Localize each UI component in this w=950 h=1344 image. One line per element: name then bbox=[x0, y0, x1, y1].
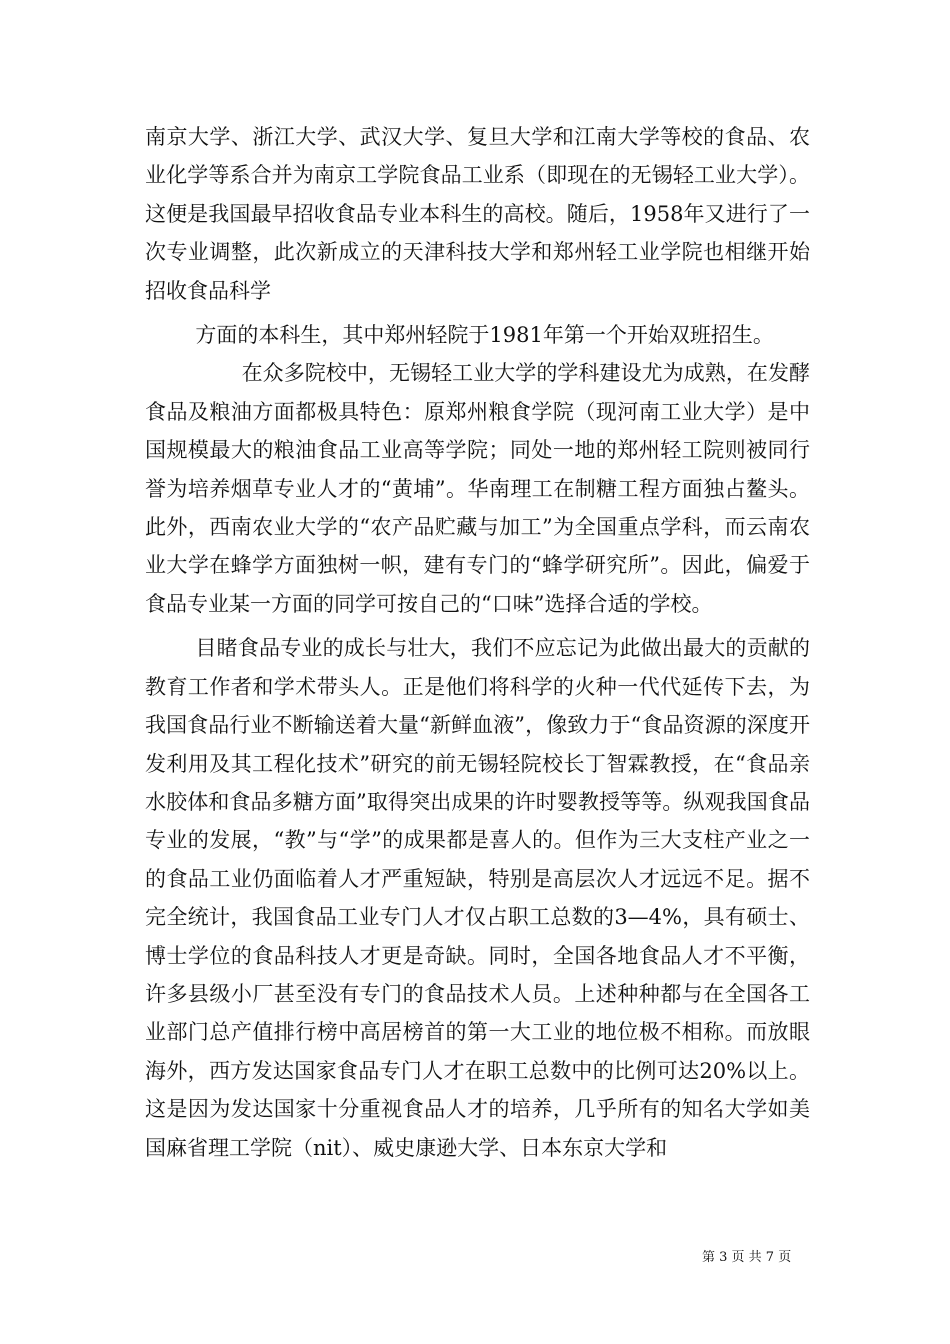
paragraph-2: 方面的本科生，其中郑州轻院于1981年第一个开始双班招生。 bbox=[195, 323, 774, 348]
page-number: 第 3 页 共 7 页 bbox=[702, 1250, 792, 1265]
document-body bbox=[145, 118, 810, 1167]
paragraph-4: 目睹食品专业的成长与壮大，我们不应忘记为此做出最大的贡献的教育工作者和学术带头人。正是他们将科学的火种一代代延传下去，为我国食品行业不断输送着大量“新鲜血液”，像致力于“食品资源的深度开发利用及其工程化技术”研究的前无锡轻院校长丁智霖教授，在“食品亲水胶体和食品多糖方面”取得突出成果的许时婴教授等等。纵观我国食品专业的发展，“教”与“学”的成果都是喜人的。但作为三大支柱产业之一的食品工业仍面临着人才严重短缺，特别是高层次人才远远不足。据不完全统计，我国食品工业专门人才仅占职工总数的3—4%，具有硕士、博士学位的食品科技人才更是奇缺。同时，全国各地食品人才不平衡，许多县级小厂甚至没有专门的食品技术人员。上述种种都与在全国各工业部门总产值排行榜中高居榜首的第一大工业的地位极不相称。而放眼海外，西方发达国家食品专门人才在职工总数中的比例可达20%以上。这是因为发达国家十分重视食品人才的培养，几乎所有的知名大学如美国麻省理工学院（nit）、威史康逊大学、日本东京大学和 bbox=[145, 636, 810, 1160]
paragraph-1: 南京大学、浙江大学、武汉大学、复旦大学和江南大学等校的食品、农业化学等系合并为南京工学院食品工业系（即现在的无锡轻工业大学）。这便是我国最早招收食品专业本科生的高校。随后，1958年又进行了一次专业调整，此次新成立的天津科技大学和郑州轻工业学院也相继开始招收食品科学 bbox=[145, 125, 810, 303]
paragraph-3: 在众多院校中，无锡轻工业大学的学科建设尤为成熟，在发酵食品及粮油方面都极具特色：原郑州粮食学院（现河南工业大学）是中国规模最大的粮油食品工业高等学院；同处一地的郑州轻工院则被同行誉为培养烟草专业人才的“黄埔”。华南理工在制糖工程方面独占鳌头。此外，西南农业大学的“农产品贮藏与加工”为全国重点学科，而云南农业大学在蜂学方面独树一帜，建有专门的“蜂学研究所”。因此，偏爱于食品专业某一方面的同学可按自己的“口味”选择合适的学校。 bbox=[145, 361, 810, 616]
